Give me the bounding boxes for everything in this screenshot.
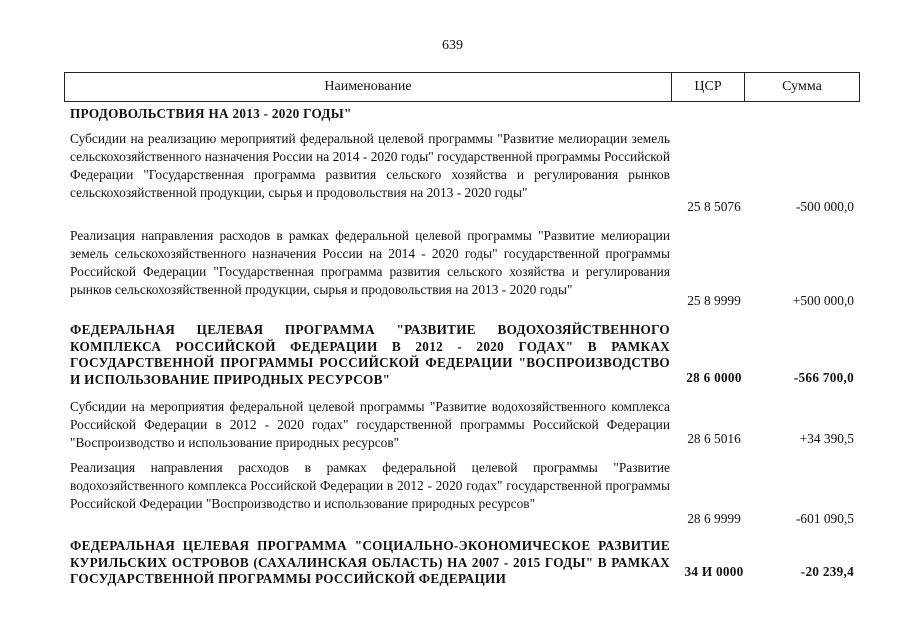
row-name: Реализация направления расходов в рамках федеральной целевой программы "Развитие водохозяйственного комплекса Российской Федерации в 2012 - 2020 годах" государственной программы Российской Федерации "Воспроизводство и использование природных ресурсов": [70, 460, 670, 511]
row-sum: -566 700,0: [793, 370, 854, 385]
row-name: ПРОДОВОЛЬСТВИЯ НА 2013 - 2020 ГОДЫ": [70, 106, 352, 121]
row-csr: 25 8 5076: [687, 199, 741, 214]
row-csr: 25 8 9999: [687, 293, 741, 308]
row-sum: +34 390,5: [799, 431, 854, 446]
row-csr: 28 6 9999: [687, 511, 741, 526]
row-csr: 28 6 5016: [687, 431, 741, 446]
row-sum: -500 000,0: [795, 199, 854, 214]
column-header-name: Наименование: [65, 73, 672, 101]
table-row: [64, 459, 860, 533]
row-sum: -20 239,4: [800, 564, 854, 579]
table-row: [64, 130, 860, 222]
row-sum: +500 000,0: [792, 293, 854, 308]
row-name: Субсидии на реализацию мероприятий федеральной целевой программы "Развитие мелиорации земель сельскохозяйственного назначения России на 2014 - 2020 годы" государственной программы Российской Федерации "Государственная программа развития сельского хозяйства и регулирования рынков сельскохозяйственной продукции, сырья и продовольствия на 2013 - 2020 годы": [70, 131, 670, 200]
row-sum: -601 090,5: [795, 511, 854, 526]
table-row: [64, 227, 860, 319]
row-csr: 28 6 0000: [686, 370, 742, 385]
row-name: ФЕДЕРАЛЬНАЯ ЦЕЛЕВАЯ ПРОГРАММА "СОЦИАЛЬНО-ЭКОНОМИЧЕСКОЕ РАЗВИТИЕ КУРИЛЬСКИХ ОСТРОВОВ (САХАЛИНСКАЯ ОБЛАСТЬ) НА 2007 - 2015 ГОДЫ" В РАМКАХ ГОСУДАРСТВЕННОЙ ПРОГРАММЫ РОССИЙСКОЙ ФЕДЕРАЦИИ: [70, 538, 670, 586]
table-row: [64, 538, 860, 598]
row-name: ФЕДЕРАЛЬНАЯ ЦЕЛЕВАЯ ПРОГРАММА "РАЗВИТИЕ ВОДОХОЗЯЙСТВЕННОГО КОМПЛЕКСА РОССИЙСКОЙ ФЕДЕРАЦИИ В 2012 - 2020 ГОДАХ" В РАМКАХ ГОСУДАРСТВЕННОЙ ПРОГРАММЫ РОССИЙСКОЙ ФЕДЕРАЦИИ "ВОСПРОИЗВОДСТВО И ИСПОЛЬЗОВАНИЕ ПРИРОДНЫХ РЕСУРСОВ": [70, 322, 670, 387]
table-row: [64, 398, 860, 454]
table-header: [64, 72, 860, 102]
table-row: [64, 322, 860, 388]
page-number: 639: [442, 38, 463, 53]
table-row: [64, 106, 860, 126]
row-name: Субсидии на мероприятия федеральной целевой программы "Развитие водохозяйственного комплекса Российской Федерации в 2012 - 2020 годах" государственной программы Российской Федерации "Воспроизводство и использование природных ресурсов": [70, 399, 670, 450]
row-csr: 34 И 0000: [684, 564, 744, 579]
column-header-sum: Сумма: [782, 79, 822, 94]
column-header-csr: ЦСР: [672, 73, 745, 101]
row-name: Реализация направления расходов в рамках федеральной целевой программы "Развитие мелиорации земель сельскохозяйственного назначения России на 2014 - 2020 годы" государственной программы Российской Федерации "Государственная программа развития сельского хозяйства и регулирования рынков сельскохозяйственной продукции, сырья и продовольствия на 2013 - 2020 годы": [70, 228, 670, 297]
